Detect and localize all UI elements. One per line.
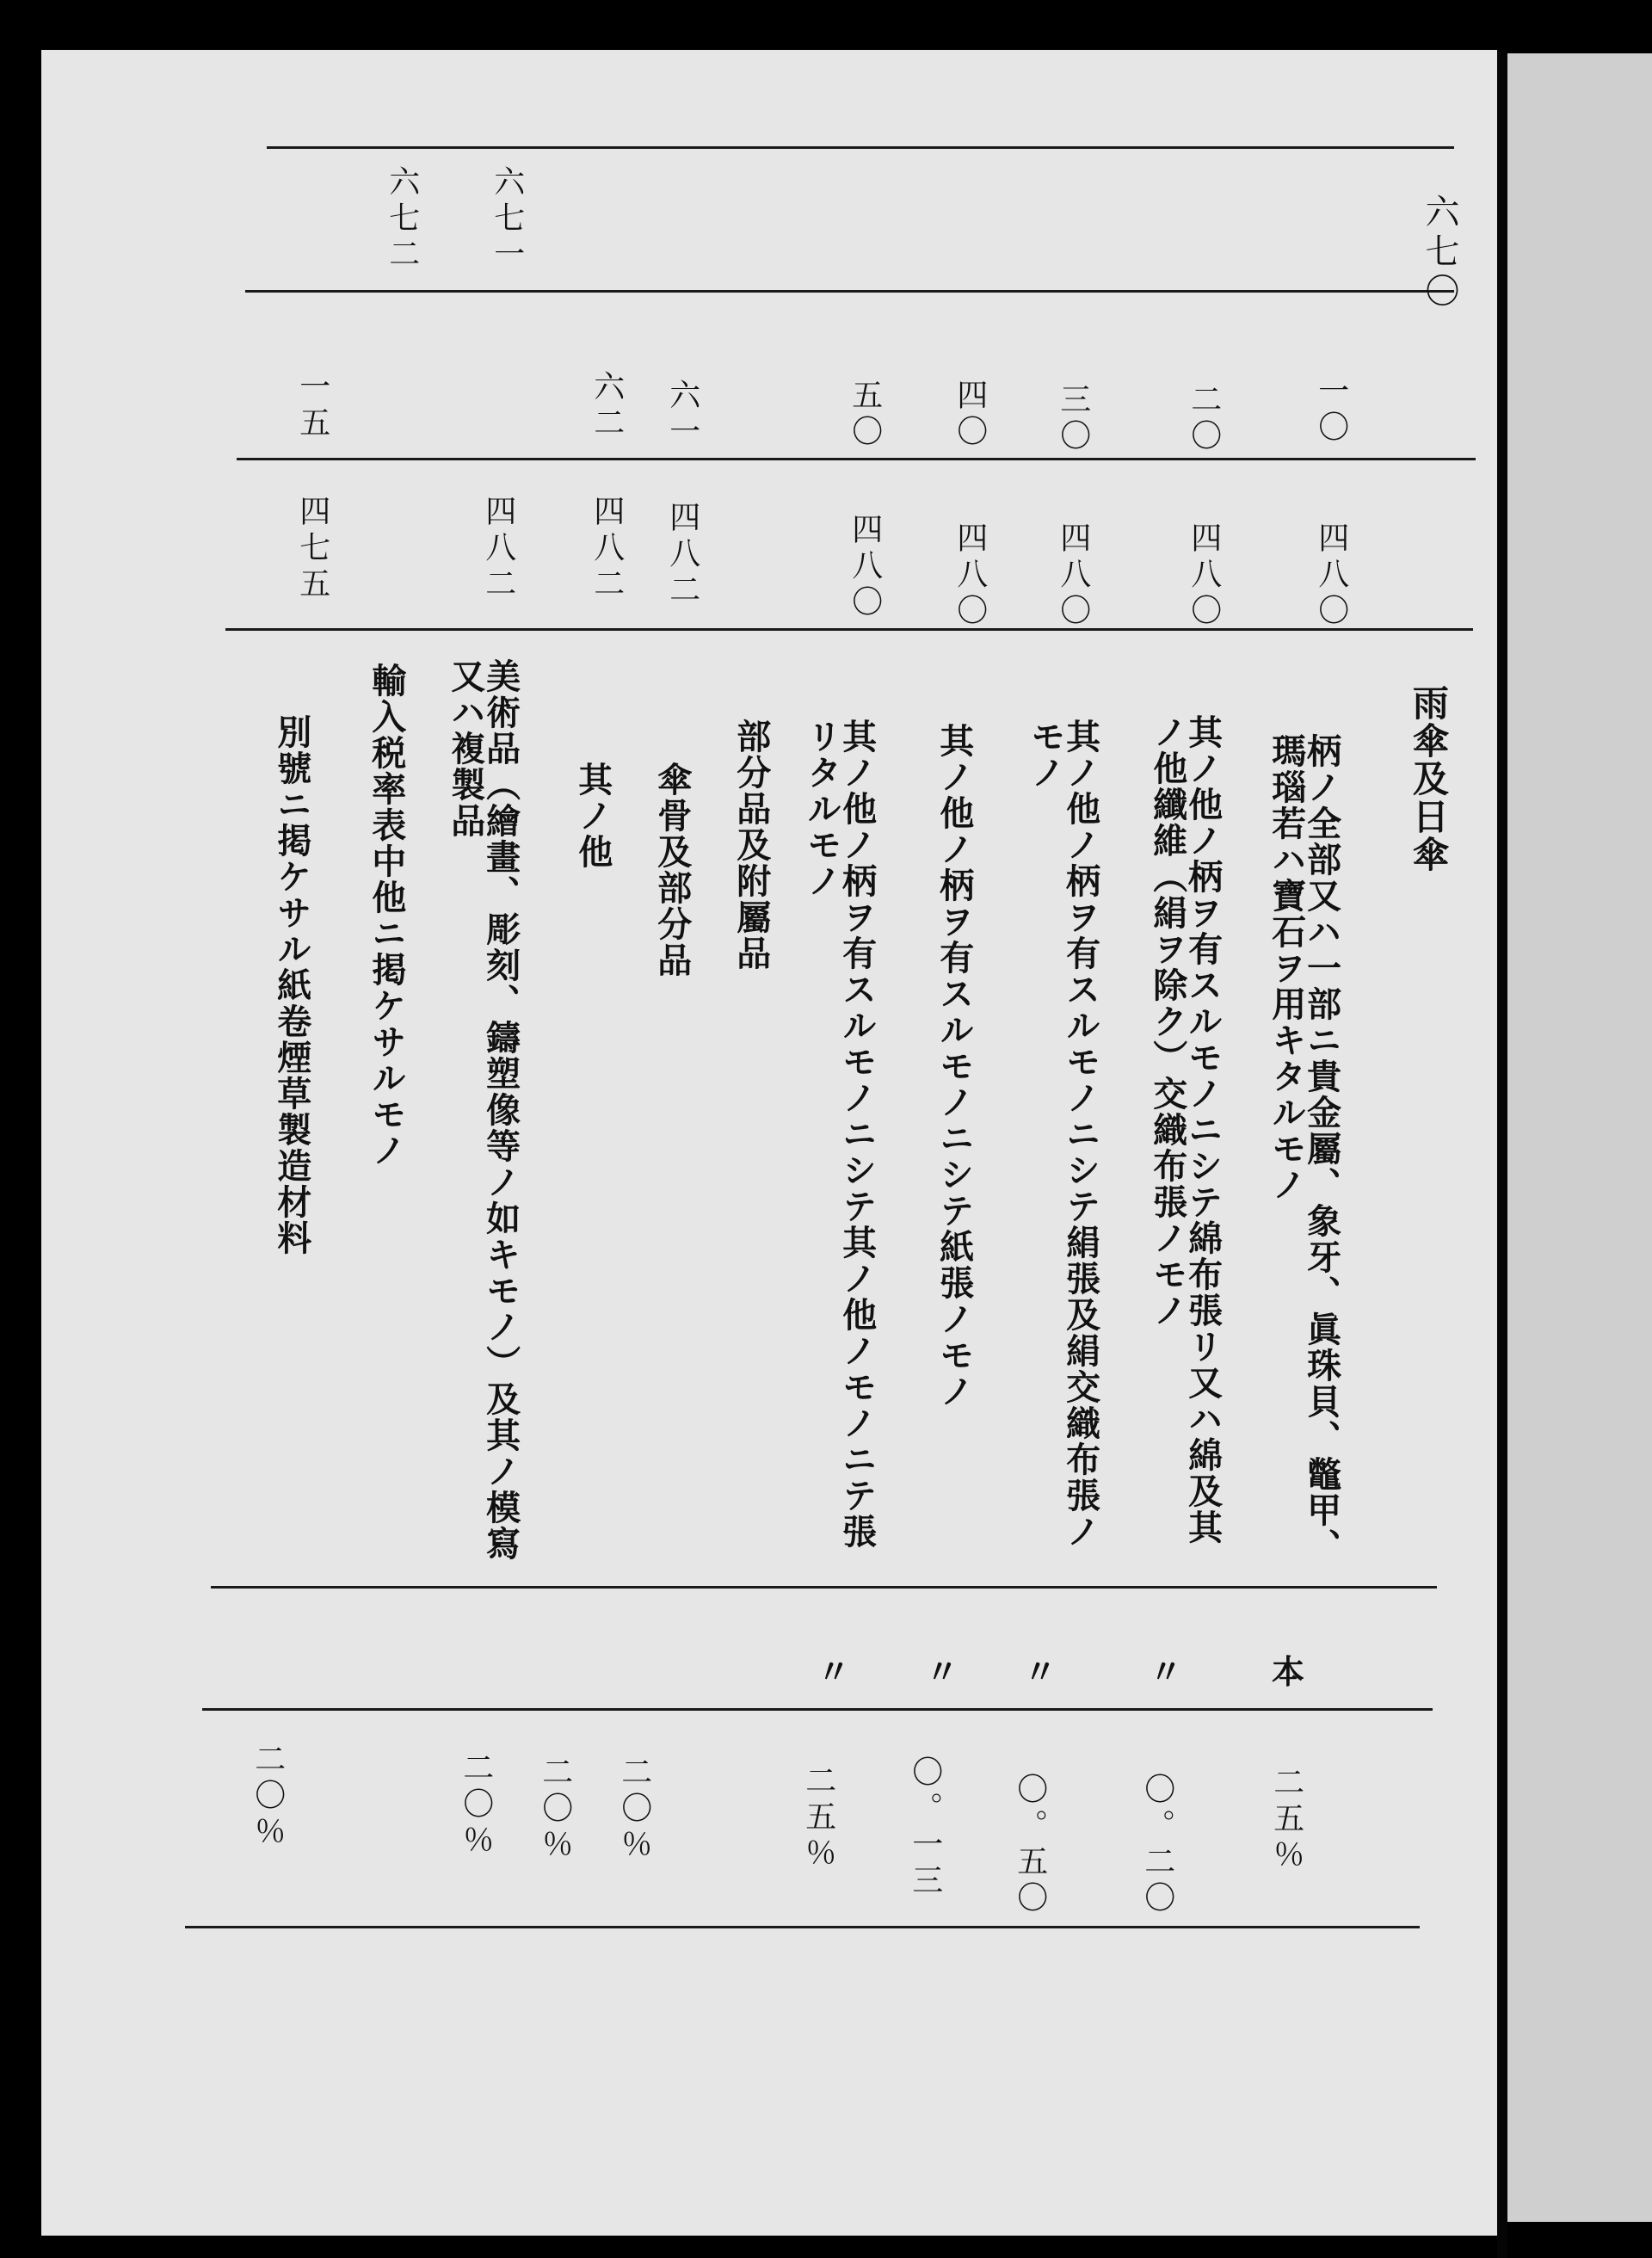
section-heading: 輸入税率表中他ニ掲ケサルモノ (366, 663, 407, 1169)
row-code: 四八二 (480, 495, 516, 603)
row-rate: 〇。五〇 (1012, 1773, 1048, 1917)
row-number: 四〇 (952, 379, 988, 451)
row-rate: 二〇％ (616, 1755, 652, 1864)
rule-num-bottom (237, 458, 1476, 460)
row-code: 四八〇 (952, 521, 988, 630)
row-number: 六一 (664, 379, 700, 451)
heading: 雨傘及日傘 (1407, 684, 1450, 873)
row-description: 其ノ他 (572, 762, 613, 870)
row-rate: 二五％ (800, 1764, 836, 1872)
row-unit: 本 (1272, 1652, 1305, 1691)
row-code: 四八〇 (847, 513, 883, 621)
row-unit: 〃 (817, 1652, 851, 1691)
row-description: 美術品（繪畫、彫刻、鑄塑像等ノ如キモノ）及其ノ模寫又ハ複製品 (445, 658, 521, 1562)
row-unit: 〃 (926, 1652, 959, 1691)
row-number: 一〇 (1313, 374, 1349, 447)
row-number: 六二 (589, 370, 625, 442)
row-rate: 二〇％ (537, 1755, 573, 1864)
row-number: 二〇 (1186, 383, 1222, 455)
row-rate: 二五％ (1268, 1766, 1304, 1874)
left-number-672: 六七二 (384, 165, 420, 274)
row-description: 別號ニ掲ケサル紙卷煙草製造材料 (271, 714, 312, 1256)
rule-top (267, 146, 1454, 149)
rule-rate-bottom (185, 1926, 1420, 1928)
row-description: 其ノ他ノ柄ヲ有スルモノニシテ綿布張リ又ハ綿及其ノ他纖維（絹ヲ除ク）交織布張ノモノ (1147, 714, 1224, 1545)
row-code: 四八〇 (1186, 521, 1222, 630)
rule-header-bottom (245, 290, 1454, 293)
adjacent-page-strip (1507, 53, 1652, 2222)
row-description: 其ノ他ノ柄ヲ有スルモノニシテ絹張及絹交織布張ノモノ (1025, 719, 1101, 1550)
row-description: 傘骨及部分品 (651, 762, 693, 978)
row-description: 柄ノ全部又ハ一部ニ貴金屬、象牙、眞珠貝、鼈甲、瑪瑙若ハ寶石ヲ用キタルモノ (1266, 733, 1342, 1564)
row-number: 一五 (294, 370, 330, 442)
row-code: 四八二 (664, 501, 700, 609)
rule-unit-bottom (202, 1708, 1433, 1711)
page-number: 六七〇 (1420, 194, 1459, 312)
row-number: 五〇 (847, 379, 883, 451)
row-rate: 〇。一三 (907, 1755, 943, 1900)
page-edge-shadow (1497, 50, 1507, 2258)
rule-desc-bottom (211, 1586, 1437, 1589)
row-code: 四八〇 (1055, 521, 1091, 630)
row-code: 四八〇 (1313, 521, 1349, 630)
section-heading: 部分品及附屬品 (730, 719, 772, 972)
row-unit: 〃 (1024, 1652, 1057, 1691)
row-rate: 二〇％ (250, 1743, 286, 1851)
row-rate: 二〇％ (458, 1751, 494, 1860)
row-unit: 〃 (1150, 1652, 1183, 1691)
row-code: 四八二 (589, 495, 625, 603)
rule-code-bottom (225, 628, 1473, 631)
row-description: 其ノ他ノ柄ヲ有スルモノニシテ紙張ノモノ (934, 723, 975, 1410)
left-number-671: 六七一 (489, 165, 525, 274)
row-rate: 〇。二〇 (1139, 1773, 1175, 1917)
row-description: 其ノ他ノ柄ヲ有スルモノニシテ其ノ他ノモノニテ張リタルモノ (801, 719, 878, 1550)
row-code: 四七五 (294, 495, 330, 603)
row-number: 三〇 (1055, 383, 1091, 455)
